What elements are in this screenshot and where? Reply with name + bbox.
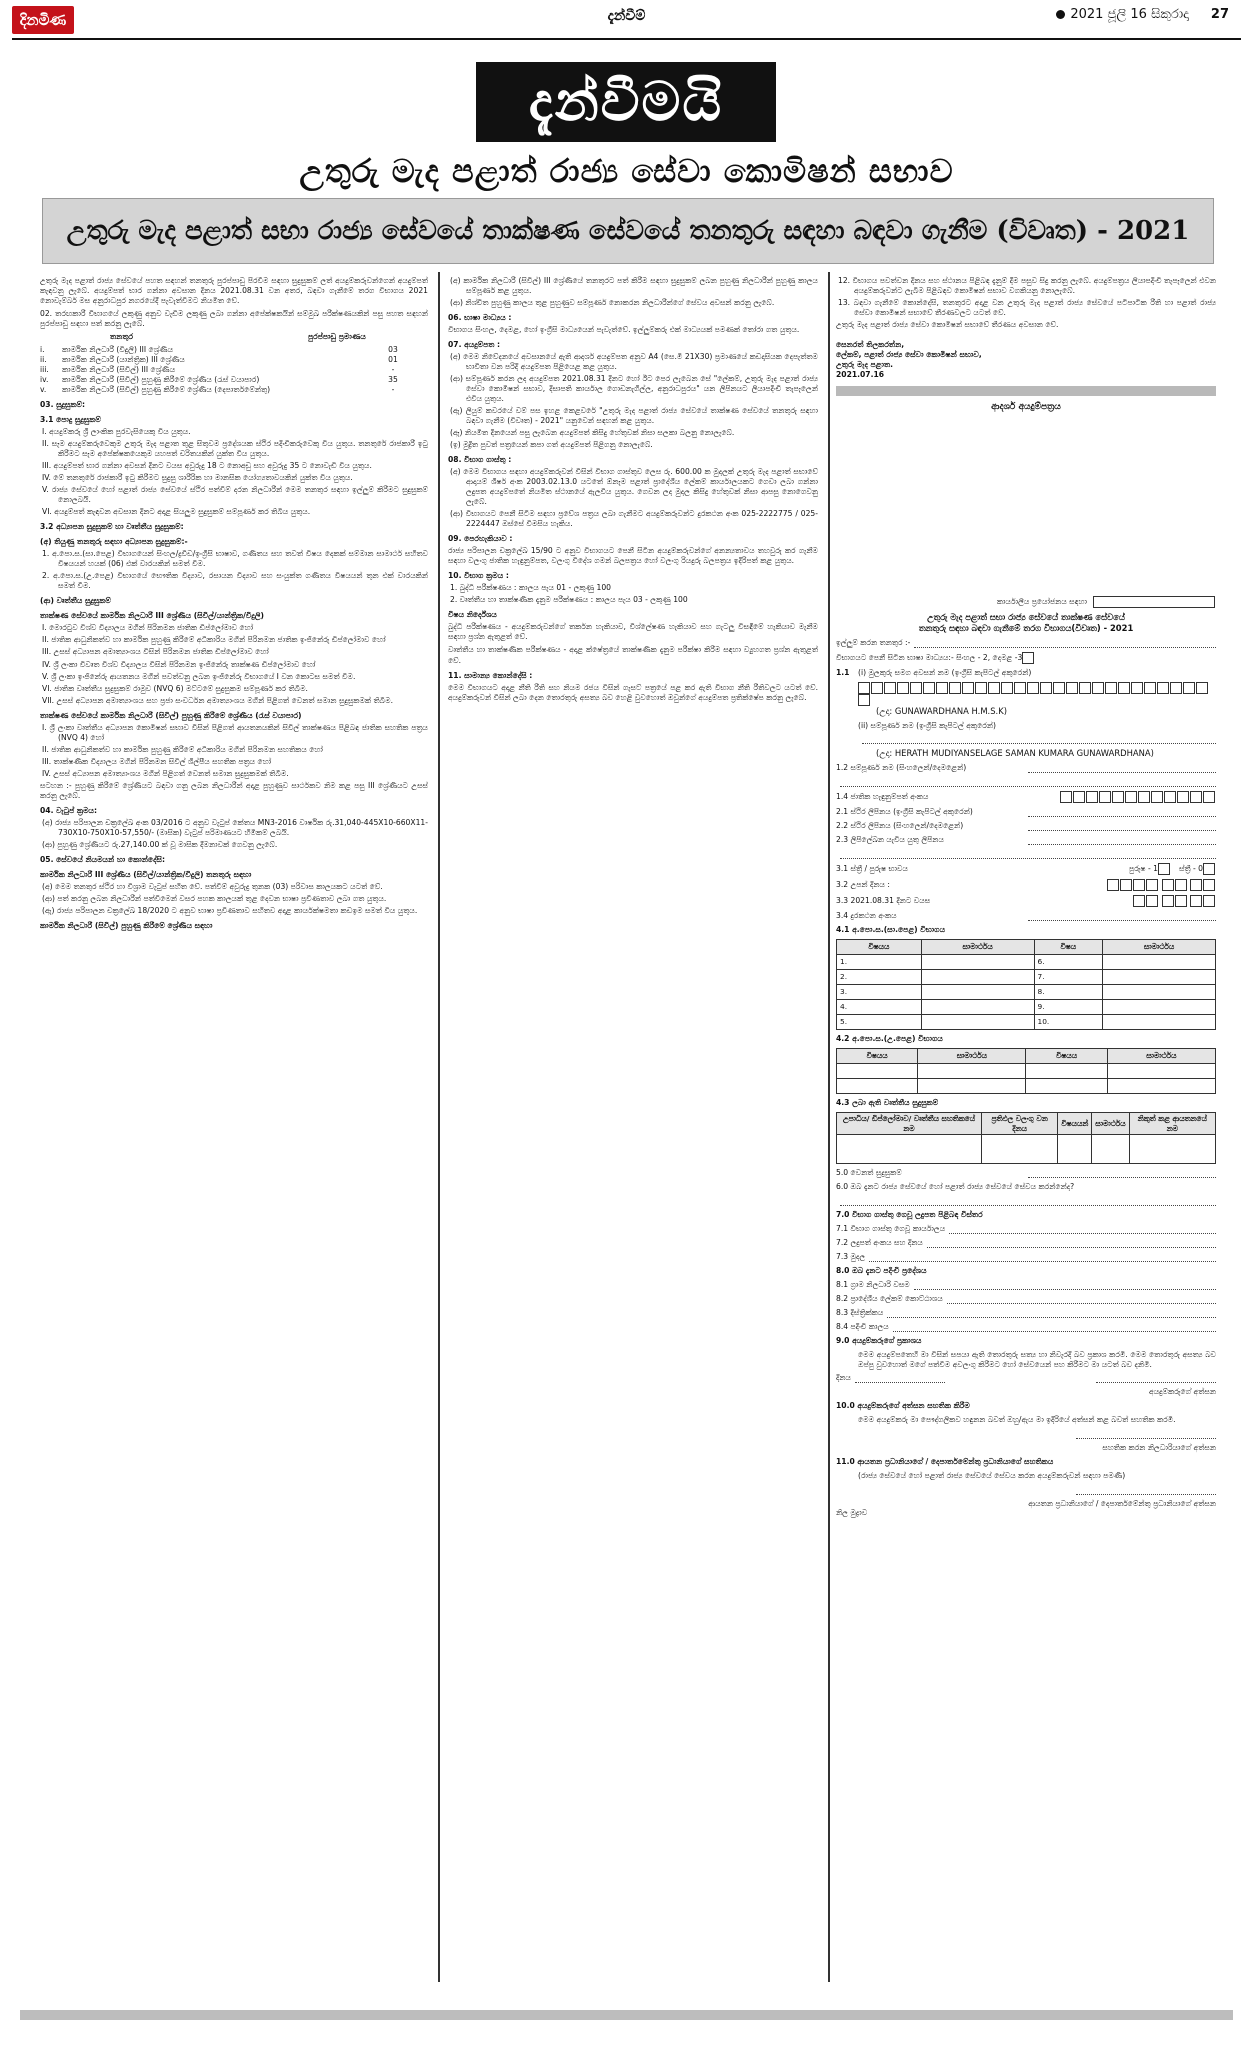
vocational-qualification: III. උසස් අධ්‍යාපන අමාත්‍යාංශය විසින් පිරිනමන ජාතික ඩිප්ලෝමාව හෝ	[42, 647, 269, 657]
vacancy-table-header: තනතුර පුරප්පාඩු ප්‍රමාණය	[110, 332, 366, 342]
salary-text: (ආ) පුහුණු ශ්‍රේණියට රු.27,140.00 ක් වූ මාසික දීමනාවක් ගෙවනු ලැබේ.	[42, 839, 278, 849]
condition-item: (අ) කාර්මික නිලධාරී (සිවිල්) III ශ්‍රේණියේ තනතුරට පත් කිරීම සඳහා සුදුසුකම් ලබන පුහුණු නිලධාරීන් පුහුණු කාලය සම්පූර්ණ කළ යුතුය.	[450, 276, 818, 296]
conditions-subhead-2: කාර්මික නිලධාරී (සිවිල්) පුහුණු කිරීමේ ශ්‍රේණිය සඳහා	[40, 920, 213, 930]
general-qualification: II. සෑම අයදුම්කරුවෙකුම උතුරු මැද පළාත තුළ සිතුවම ප්‍රදේශයක ස්ථිර පදිංචිකරුවෙකු විය යුතුය. තනතුරේ රාජකාරී ඉටු කිරීමට සෑම අපේක්ෂකයෙකුම යහපත් චරිතයකින් යුක්ත විය යුතුය.	[42, 439, 428, 459]
vacancy-row: iv. කාර්මික නිලධාරී (සිවිල්) පුහුණු කිරීමේ ශ්‍රේණිය (රැස් වයාපාර) 35	[40, 375, 398, 385]
applicant-signature-field[interactable]	[1096, 1373, 1216, 1383]
general-qualification: IV. මේ තනතුරේ රාජකාරී ඉටු කිරීමට සුදුසු ශාරීරික හා මානසික යෝග්‍යතාවයකින් යුක්ත විය යුතුය.	[42, 473, 353, 483]
column-divider	[438, 272, 440, 1982]
general-qualification: VI. අයදුම්පත් කැඳවන අවසාන දිනට අදාළ සියලුම සුදුසුකම් සම්පූර්ණ කර තිබිය යුතුය.	[42, 507, 311, 517]
vocational-qualification: I. ශ්‍රී ලංකා වෘත්තීය අධ්‍යාපන කොමිෂන් සභාව විසින් පිළිගත් ආයතනයකින් සිවිල් තාක්ෂණය පිළිබඳ ජාතික සහතික පත්‍රය (NVQ 4) හෝ	[42, 722, 428, 742]
vocational-qualification: V. ශ්‍රී ලංකා ඉංජිනේරු ආයතනය මගින් පවත්වනු ලබන ඉංජිනේරු විභාගයේ I වන කොටස සමත් වීම.	[42, 671, 356, 681]
name-boxes[interactable]	[836, 682, 1216, 706]
section-3-2: 3.2 අධ්‍යාපන සුදුසුකම් හා වෘත්තීය සුදුසුකම්:	[40, 522, 184, 532]
general-qualification: V. රාජ්‍ය සේවයේ හෝ පළාත් රාජ්‍ය සේවයේ ස්ථිර පත්වීම් දරන නිලධාරීන් මෙම තනතුර සඳහා ඉල්ලුම් කිරීමට සුදුසුකම් නොලබයි.	[42, 485, 428, 505]
vacancy-row: iii. කාර්මික නිලධාරී (සිවිල්) III ශ්‍රේණිය -	[40, 365, 395, 375]
vacancy-row: i. කාර්මික නිලධාරී (විදුලි) III ශ්‍රේණිය 03	[40, 345, 398, 355]
intro-paragraph: උතුරු මැද පළාත් රාජ්‍ය සේවයේ පහත සඳහන් තනතුරු පුරප්පාඩු පිරවීම සඳහා සුදුසුකම් ලත් අයදුම්කරුවන්ගෙන් අයදුම්පත් කැඳවනු ලැබේ. අයදුම්පත් භාර ගන්නා අවසාන දිනය 2021.08.31 වන අතර, බඳවා ගැනීමේ තරග විභාගය 2021 නොවැම්බර් මස අනුරාධපුර නගරයේදී පැවැත්වීමට නියමිත වේ.	[40, 276, 428, 306]
section-04: 04. වැටුප් ක්‍රමය:	[40, 805, 98, 815]
page-number: 27	[1210, 7, 1229, 22]
declaration-text: මෙම අයදුම්පතෙහි මා විසින් සපයා ඇති තොරතුරු සත්‍ය හා නිවැරදි බව ප්‍රකාශ කරමි. මෙම තොරතුරු අසත්‍ය බව ඔප්පු වුවහොත් මගේ පත්වීම අවලංගු කිරීමට හෝ සේවයෙන් පහ කිරීමට මා යටත් බව දනිමි.	[858, 1349, 1216, 1369]
office-use-box[interactable]	[1093, 596, 1215, 608]
language-text: විභාගය සිංහල, දෙමළ, හෝ ඉංග්‍රීසි මාධ්‍යයෙන් පැවැත්වේ. ඉල්ලුම්කරු එක් මාධ්‍යයක් පමණක් තෝරා ගත යුතුය.	[448, 325, 800, 335]
syllabus-head: විෂය නිර්දේශය	[448, 610, 497, 620]
receipt-field[interactable]	[927, 1238, 1216, 1248]
issue-date: 2021 ජූලි 16 සිකුරාදා	[1070, 7, 1189, 22]
note: සටහන :- පුහුණු කිරීමේ ශ්‍රේණියට බඳවා ගනු ලබන නිලධාරීන් අදාළ පුහුණුව සාර්ථකව නිම කළ පසු III ශ්‍රේණියට උසස් කරනු ලැබේ.	[40, 780, 428, 800]
male-box[interactable]	[1158, 863, 1170, 875]
section-10: 10. විභාග ක්‍රමය :	[448, 571, 509, 581]
postal-address-field-2[interactable]	[840, 849, 1216, 859]
vacancy-row: ii. කාර්මික නිලධාරී (යාන්ත්‍රික) III ශ්‍රේණිය 01	[40, 355, 398, 365]
header-rule	[12, 38, 1241, 40]
vocational-qualification: VII. උසස් අධ්‍යාපන අමාත්‍යාංශය සහ ප්‍රජා සංවර්ධන අමාත්‍යාංශය මගින් පිළිගත් වෙනත් සමාන සුදුසුකමක් තිබීම.	[42, 695, 393, 705]
nic-boxes[interactable]	[1060, 791, 1216, 803]
vocational-table: උපාධිය/ ඩිප්ලෝමාව/ වෘත්තීය සහතිකයේ නම ප්‍රතිඵල වලංගු වන දිනය විෂයයන් සාමාර්ථය නිකුත් කළ ආයතනයේ නම	[836, 1112, 1216, 1164]
commission-title: උතුරු මැද පළාත් රාජ්‍ය සේවා කොමිෂන් සභාව	[299, 152, 954, 190]
syllabus-text: වෘත්තීය හා තාක්ෂණික පරීක්ෂණය - අදාළ ක්ෂේත්‍රයේ තාක්ෂණික දැනුම පරීක්ෂා කිරීම සඳහා ව්‍යුහගත ප්‍රශ්න ඇතුළත් වේ.	[448, 645, 818, 665]
column-2	[448, 276, 818, 1996]
ol-results-table: විෂයය සාමාර්ථය විෂය සාමාර්ථය 1. 6. 2. 7. 3. 8. 4. 9. 5. 10.	[836, 939, 1216, 1030]
fee-text: (ආ) විභාගයට පෙනී සිටීම සඳහා ප්‍රවේශ පත්‍රය ලබා ගැනීමට අයදුම්කරුවන්ට දුරකථන අංක 025-2222775 / 025-2224447 ඔස්සේ විමසිය හැකිය.	[450, 509, 818, 529]
section-02: 02. තරඟකාරී විභාගයේ ලකුණු අනුව වැඩිම ලකුණු ලබා ගන්නා අපේක්ෂකයින් සම්මුඛ පරීක්ෂණයකින් පසු පහත සඳහන් පුරප්පාඩු සඳහා පත් කරනු ලැබේ.	[40, 309, 428, 329]
application-form: කාර්යාලීය ප්‍රයෝජනය සඳහා උතුරු මැද පළාත් සභා රාජ්‍ය සේවයේ තාක්ෂණ සේවයේ තනතුරු සඳහා බඳවා ගැනීමේ තරග විභාගය(විවෘත) - 2021 ඉල්ලුම් කරන තනතුර :- විභාගයට පෙනී සිටින භාෂා මාධ්‍යය:- සිංහල - 2, දෙමළ -3 1.1 (i) මුලකුරු සමග අවසන් නම (ඉංග්‍රීසි කැපිටල් අකුරෙන්) (උදා: GUNAWARDHANA H.M.S.K) (ii) සම්පූර්ණ නම (ඉංග්‍රීසි කැපිටල් අකුරෙන්) (උදා: HERATH MUDIYANSELAGE SAMAN KUMARA GUNAWARDHANA) 1.2 සම්පූර්ණ නම (සිංහලෙන්/දෙමළෙන්) 1.4 ජාතික හැඳුනුම්පත් අංකය 2.1 ස්ථිර ලිපිනය (ඉංග්‍රීසි කැපිටල් අකුරෙන්) 2.2 ස්ථිර ලිපිනය (සිංහලෙන්/දෙමළෙන්) 2.3 ලිපිලේඛන යැවිය යුතු ලිපිනය 3.1 ස්ත්‍රී / පුරුෂ භාවය පුරුෂ - 1 ස්ත්‍රී - 0 3.2 උපන් දිනය : 3.3 2021.08.31 දිනට වයස 3.4 දුරකථන අංකය 4.1 අ.පො.ස.(සා.පෙළ) විභාගය විෂයය සාමාර්ථය විෂය සාමාර්ථය 1. 6. 2. 7. 3. 8. 4. 9. 5. 10. 4.2 අ.පො.ස.(උ.පෙළ) විභාගය විෂයය සාමාර්ථය විෂයය සාමාර්ථය 4.3 ලබා ඇති වෘත්තීය සුදුසුකම් උපාධිය/ ඩිප්ලෝමාව/ වෘත්තීය සහතිකයේ නම ප්‍රතිඵල වලංගු වන දිනය විෂයයන් සාමාර්ථය නිකුත් කළ ආයතනයේ නම 5.0 වෙනත් සුදුසුකම් 6.0 ඔබ දැනට රාජ්‍ය සේවයේ හෝ පළාත් රාජ්‍ය සේවයේ සේවය කරන්නේද? 7.0 විභාග ගාස්තු ගෙවූ ලදුපත පිළිබඳ විස්තර 7.1 විභාග ගාස්තු ගෙවූ කාර්යාලය 7.2 ලදුපත් අංකය සහ දිනය 7.3 මුදල 8.0 ඔබ දැනට පදිංචි ප්‍රදේශය 8.1 ග්‍රාම නිලධාරි වසම 8.2 ප්‍රාදේශීය ලේකම් කොට්ඨාශය 8.3 දිස්ත්‍රික්කය 8.4 පදිංචි කාලය 9.0 අයදුම්කරුගේ ප්‍රකාශය මෙම අයදුම්පතෙහි මා විසින් සපයා ඇති තොරතුරු සත්‍ය හා නිවැරදි බව ප්‍රකාශ කරමි. මෙම තොරතුරු අසත්‍ය බව ඔප්පු වුවහොත් මගේ පත්වීම අවලංගු කිරීමට හෝ සේවයෙන් පහ කිරීමට මා යටත් බව දනිමි. දිනය අයදුම්කරුගේ අත්සන 10.0 අයදුම්කරුගේ අත්සන සහතික කිරීම මෙම අයදුම්කරු මා පෞද්ගලිකව හඳුනන බවත් ඔහු/ඇය මා ඉදිරියේ අත්සන් කළ බවත් සහතික කරමි. සහතික කරන නිලධාරියාගේ අත්සන 11.0 ආයතන ප්‍රධානියාගේ / දෙපාර්තමේන්තු ප්‍රධානියාගේ සහතිකය (රාජ්‍ය සේවයේ හෝ පළාත් රාජ්‍ය සේවයේ සේවය කරන අයදුම්කරුවන් සඳහා පමණි) ආයතන ප්‍රධානියාගේ / දෙපාර්තමේන්තු ප්‍රධානියාගේ අත්සන නිල මුද්‍රාව	[836, 597, 1216, 1518]
full-name-field[interactable]	[862, 734, 1216, 744]
education-qualification: 1. අ.පො.ස.(සා.පෙළ) විභාගයෙන් සිංහල/ද්‍රවිඩ/ඉංග්‍රීසි භාෂාව, ගණිතය සහ තවත් විෂය දෙකක් සම්මාන සාමාර්ථ සහිතව විෂයයන් හයක් (06) එක් වාරයකින් සමත් වීම.	[42, 549, 428, 569]
condition-item: (ආ) නිශ්චිත පුහුණු කාලය තුළ පුහුණුව සම්පූර්ණ නොකරන නිලධාරීන්ගේ සේවය අවසන් කරනු ලැබේ.	[450, 298, 775, 308]
ds-division-field[interactable]	[947, 1294, 1216, 1304]
advert-title: උතුරු මැද පළාත් සභා රාජ්‍ය සේවයේ තාක්ෂණ සේවයේ තනතුරු සඳහා බඳවා ගැනීම (විවෘත) - 2021	[42, 198, 1214, 264]
section-03: 03. සුදුසුකම්:	[40, 400, 86, 410]
vocational-qualification: III. තාක්ෂණික විද්‍යාලය මගින් පිරිනමන සිවිල් ශිල්පීය සහතික පත්‍රය හෝ	[42, 756, 272, 766]
certification-text: මෙම අයදුම්කරු මා පෞද්ගලිකව හඳුනන බවත් ඔහු/ඇය මා ඉදිරියේ අත්සන් කළ බවත් සහතික කරමි.	[858, 1415, 1176, 1425]
section-3-1: 3.1 පොදු සුදුසුකම්	[40, 415, 101, 425]
certifier-signature-field[interactable]	[1076, 1429, 1216, 1439]
residence-period-field[interactable]	[893, 1322, 1216, 1332]
column-divider	[828, 272, 830, 1982]
district-field[interactable]	[887, 1308, 1216, 1318]
application-item: (ඇ) ලියුම් කවරයේ වම් පස ඉහළ කෙළවරේ "උතුරු මැද පළාත් රාජ්‍ය සේවයේ තාක්ෂණ සේවයේ තනතුරු සඳහා බඳවා ගැනීම (විවෘත) - 2021" යනුවෙන් සඳහන් කළ යුතුය.	[450, 406, 818, 426]
decl-date-field[interactable]	[855, 1373, 945, 1383]
column-1	[40, 276, 428, 1996]
signature-block: සෙනරත් තිලකරත්න, ලේකම්, පළාත් රාජ්‍ය සේවා කොමිෂන් සභාව, උතුරු මැද පළාත. 2021.07.16	[836, 340, 982, 380]
section-06: 06. භාෂා මාධ්‍යය :	[448, 313, 512, 323]
section-label: දැන්වීම්	[607, 8, 646, 24]
medium-box[interactable]	[1022, 652, 1034, 664]
divider-bar	[836, 386, 1216, 396]
service-field[interactable]	[840, 1196, 1216, 1206]
vocational-qualification: IV. උසස් අධ්‍යාපන අමාත්‍යාංශය මගින් පිළිගත් වෙනත් සමාන සුදුසුකමක් තිබීම.	[42, 768, 289, 778]
dob-boxes[interactable]	[1107, 879, 1216, 891]
postal-address-field[interactable]	[1028, 835, 1216, 845]
name-example: (උදා: GUNAWARDHANA H.M.S.K)	[876, 705, 1007, 716]
identity-text: රාජ්‍ය පරිපාලන චක්‍රලේඛ 15/90 ට අනුව විභාගයට පෙනී සිටින අයදුම්කරුවන්ගේ අනන්‍යතාවය තහවුරු කර ගැනීම සඳහා වලංගු ජාතික හැඳුනුම්පත, වලංගු විදේශ ගමන් බලපත්‍රය හෝ වලංගු රියදුරු බලපත්‍රය ඉදිරිපත් කළ යුතුය.	[448, 546, 818, 566]
vocational-qualification: II. ජාතික ආධුනිකත්ව හා කාර්මික පුහුණු කිරීමේ අධිකාරිය මගින් පිරිනමන ජාතික ඉංජිනේරු ඩිප්ලෝමාව හෝ	[42, 635, 386, 645]
application-item: (ආ) සම්පූර්ණ කරන ලද අයදුම්පත 2021.08.31 දිනට හෝ ඊට පෙර ලැබෙන සේ "ලේකම්, උතුරු මැද පළාත් රාජ්‍ය සේවා කොමිෂන් සභාව, දිසාපති කාර්යාල ගොඩනැගිල්ල, අනුරාධපුරය" යන ලිපිනයට ලියාපදිංචි තැපෑලෙන් එවිය යුතුය.	[450, 374, 818, 404]
address-sinhala-field[interactable]	[1028, 821, 1216, 831]
bullet-icon	[1056, 10, 1065, 19]
post-field[interactable]	[914, 638, 1216, 648]
vocational-qualification: I. මොරටුව විශ්ව විද්‍යාලය මගින් පිරිනමන ජාතික ඩිප්ලෝමාව හෝ	[42, 623, 254, 633]
form-title: උතුරු මැද පළාත් සභා රාජ්‍ය සේවයේ තාක්ෂණ සේවයේ	[927, 612, 1125, 622]
section-07: 07. අයදුම්පත :	[448, 340, 501, 350]
section-3-2-b: (ආ) වෘත්තීය සුදුසුකම්	[40, 596, 111, 606]
gn-division-field[interactable]	[914, 1280, 1216, 1290]
exam-item: 2. වෘත්තීය හා තාක්ෂණික දැනුම පරීක්ෂණය : කාලය පැය 03 - ලකුණු 100	[450, 595, 688, 605]
condition-item: (ආ) පත් කරනු ලබන නිලධාරීන් පත්වීමෙන් වසර පහක කාලයක් තුළ දෙවන භාෂා ප්‍රවීණතාව ලබා ගත යුතුය.	[42, 893, 387, 903]
section-05: 05. සේවයේ නියමයන් හා කොන්දේසි:	[40, 854, 165, 864]
model-form-title: ආදර්ශ අයදුම්පත්‍රය	[991, 402, 1061, 413]
full-name-example: (උදා: HERATH MUDIYANSELAGE SAMAN KUMARA GUNAWARDHANA)	[876, 748, 1154, 759]
condition-item: (අ) මෙම තනතුර ස්ථිර හා විශ්‍රාම වැටුප් සහිත වේ. පත්වීම් අවුරුදු තුනක (03) පරිවාස කාලයකට යටත් වේ.	[42, 881, 383, 891]
application-item: (අ) මෙම නිවේදනයේ අවසානයේ ඇති ආදර්ශ අයදුම්පත අනුව A4 (සෙ.මී 21X30) ප්‍රමාණයේ කඩදාසියක දෙපැත්තම භාවිතා වන පරිදි අයදුම්පත පිළියෙළ කළ යුතුය.	[450, 352, 818, 372]
phone-field[interactable]	[1028, 911, 1216, 921]
page-header	[0, 0, 1253, 52]
al-results-table: විෂයය සාමාර්ථය විෂයය සාමාර්ථය	[836, 1048, 1216, 1094]
section-09: 09. පෙරහැකියාව :	[448, 534, 513, 544]
office-use-row: කාර්යාලීය ප්‍රයෝජනය සඳහා	[836, 596, 1216, 608]
fee-text: (අ) මෙම විභාගය සඳහා අයදුම්කරුවන් විසින් විභාග ගාස්තුව ලෙස රු. 600.00 ක මුදලක් උතුරු මැද පළාත් සභාවේ ආදායම් ශීර්ෂ අංක 2003.02.13.0 යටතේ ඕනෑම පළාත් ප්‍රාදේශීය ලේකම් කාර්යාලයකට ගෙවා ලබා ගන්නා ලදුපත අයදුම්පතේ නියමිත ස්ථානයේ ඇලවිය යුතුය. ගෙවන ලද මුදල කිසිදු හේතුවක් නිසා ආපසු නොගෙවනු ලැබේ.	[450, 467, 818, 507]
fee-office-field[interactable]	[949, 1224, 1216, 1234]
head-signature-field[interactable]	[1076, 1485, 1216, 1495]
section-13-b: උතුරු මැද පළාත් රාජ්‍ය සේවා කොමිෂන් සභාවේ තීරණය අවසාන වේ.	[836, 320, 1059, 330]
age-boxes[interactable]	[1133, 895, 1216, 907]
institution-note: (රාජ්‍ය සේවයේ හෝ පළාත් රාජ්‍ය සේවයේ සේවය කරන අයදුම්කරුවන් සඳහා පමණි)	[858, 1470, 1126, 1480]
section-11: 11. සාමාන්‍ය කොන්දේසි :	[448, 670, 533, 680]
salary-text: (අ) රාජ්‍ය පරිපාලන චක්‍රලේඛ අංක 03/2016 ට අනුව වැටුප් කේතය MN3-2016 වාර්ෂික රු.31,040-445X10-660X11-730X10-750X10-57,550/- (මාසික) වැටුප් පරිමාණයට හිමිකම් ලබයි.	[42, 817, 428, 837]
condition-item: (ඇ) රාජ්‍ය පරිපාලන චක්‍රලේඛ 18/2020 ට අනුව භාෂා ප්‍රවීණතාව සහිතව අදාළ කාර්යක්ෂමතා කඩඉම සමත් විය යුතුය.	[42, 905, 418, 915]
vocational-qualification: II. ජාතික ආධුනිකත්ව හා කාර්මික පුහුණු කිරීමේ අධිකාරිය මගින් පිරිනමන සහතිකය හෝ	[42, 744, 323, 754]
female-box[interactable]	[1203, 863, 1215, 875]
vocational-subhead-2: තාක්ෂණ සේවයේ කාර්මික නිලධාරී (සිවිල්) පුහුණු කිරීමේ ශ්‍රේණිය (රැස් වයාපාර)	[40, 710, 302, 720]
general-qualification: I. අයදුම්කරු ශ්‍රී ලාංකික පුරවැසියෙකු විය යුතුය.	[42, 427, 191, 437]
section-13: 13. බඳවා ගැනීමේ කොන්දේසි, තනතුරට අදාළ වන උතුරු මැද පළාත් රාජ්‍ය සේවයේ පටිපාටික රීති හා පළාත් රාජ්‍ය සේවා කොමිෂන් සභාවේ තීරණවලට යටත් වේ.	[838, 298, 1216, 318]
vocational-subhead: තාක්ෂණ සේවයේ කාර්මික නිලධාරී III ශ්‍රේණිය (සිවිල්/යාන්ත්‍රික/විදුලි)	[40, 611, 264, 621]
newspaper-logo: දිනමිණ	[12, 6, 74, 34]
notice-banner: දැන්වීමයි	[476, 62, 776, 142]
section-3-2-a: (අ) තියුණු තනතුරු සඳහා අධ්‍යාපන සුදුසුකම්:-	[40, 537, 188, 547]
general-conditions: මෙම විභාගයට අදාළ නීති රීති සහ නියම රජය විසින් ගැසට් පත්‍රයේ පළ කර ඇති විභාග නීති රීතිවලට යටත් වේ. අයදුම්කරුවන් විසින් ලබා දෙන තොරතුරු අසත්‍ය බව හෙළි වුවහොත් ඔවුන්ගේ අයදුම්පත ප්‍රතික්ෂේප කරනු ලැබේ.	[448, 682, 818, 702]
application-item: (ඉ) මුද්‍රිත පුවත් පත්‍රයෙන් කපා ගත් අයදුම්පත් පිළිගනු නොලැබේ.	[450, 440, 653, 450]
form-title-2: තනතුරු සඳහා බඳවා ගැනීමේ තරග විභාගය(විවෘත) - 2021	[918, 622, 1134, 633]
section-08: 08. විභාග ගාස්තු :	[448, 455, 512, 465]
name-sinhala-field-2[interactable]	[840, 777, 1216, 787]
header-date-page	[1056, 7, 1229, 22]
amount-field[interactable]	[869, 1252, 1216, 1262]
conditions-subhead: කාර්මික නිලධාරී III ශ්‍රේණිය (සිවිල්/යාන්ත්‍රික/විදුලි) තනතුරු සඳහා	[40, 869, 252, 879]
footer-bar	[20, 2010, 1233, 2020]
other-qual-field[interactable]	[1028, 1168, 1216, 1178]
vocational-qualification: VI. ජාතික වෘත්තීය සුදුසුකම් රාමුව (NVQ 6) මට්ටමේ සුදුසුකම සම්පූර්ණ කර තිබීම.	[42, 683, 308, 693]
section-12: 12. විභාගය පවත්වන දිනය සහ ස්ථානය පිළිබඳ දැනුම් දීම පසුව සිදු කරනු ලැබේ. අයදුම්පත්‍රය ලියාපදිංචි තැපෑලෙන් එවන අයදුම්කරුවන්ට ලැබීම පිළිබඳව කොමිෂන් සභාව වගකියනු නොලැබේ.	[838, 276, 1216, 296]
vacancy-row: v. කාර්මික නිලධාරී (සිවිල්) පුහුණු කිරීමේ ශ්‍රේණිය (දෙපාර්තමේන්තු) -	[40, 385, 395, 395]
name-sinhala-field[interactable]	[1028, 763, 1216, 773]
education-qualification: 2. අ.පො.ස.(උ.පෙළ) විභාගයේ භෞතික විද්‍යාව, රසායන විද්‍යාව සහ සංයුක්ත ගණිතය විෂයයන් තුන එක් වාරයකින් සමත් වීම.	[42, 571, 428, 591]
exam-item: 1. බුද්ධි පරීක්ෂණය : කාලය පැය 01 - ලකුණු 100	[450, 583, 611, 593]
address-field[interactable]	[1028, 807, 1216, 817]
application-item: (ඈ) නියමිත දිනයෙන් පසු ලැබෙන අයදුම්පත් කිසිදු හේතුවක් නිසා සලකා බලනු නොලැබේ.	[450, 428, 735, 438]
seal-label: නිල මුද්‍රාව	[836, 1508, 868, 1518]
vocational-qualification: IV. ශ්‍රී ලංකා විවෘත විශ්ව විද්‍යාලය විසින් පිරිනමන ඉංජිනේරු තාක්ෂණ ඩිප්ලෝමාව හෝ	[42, 659, 316, 669]
syllabus-text: බුද්ධි පරීක්ෂණය - අයදුම්කරුවන්ගේ තර්කන හැකියාව, විශ්ලේෂණ හැකියාව සහ ගැටලු විසඳීමේ හැකියාව මැනීම සඳහා ප්‍රශ්න ඇතුළත් වේ.	[448, 622, 818, 642]
general-qualification: III. අයදුම්පත් භාර ගන්නා අවසන් දිනට වයස අවුරුදු 18 ට නොඅඩු සහ අවුරුදු 35 ට නොවැඩි විය යුතුය.	[42, 461, 372, 471]
